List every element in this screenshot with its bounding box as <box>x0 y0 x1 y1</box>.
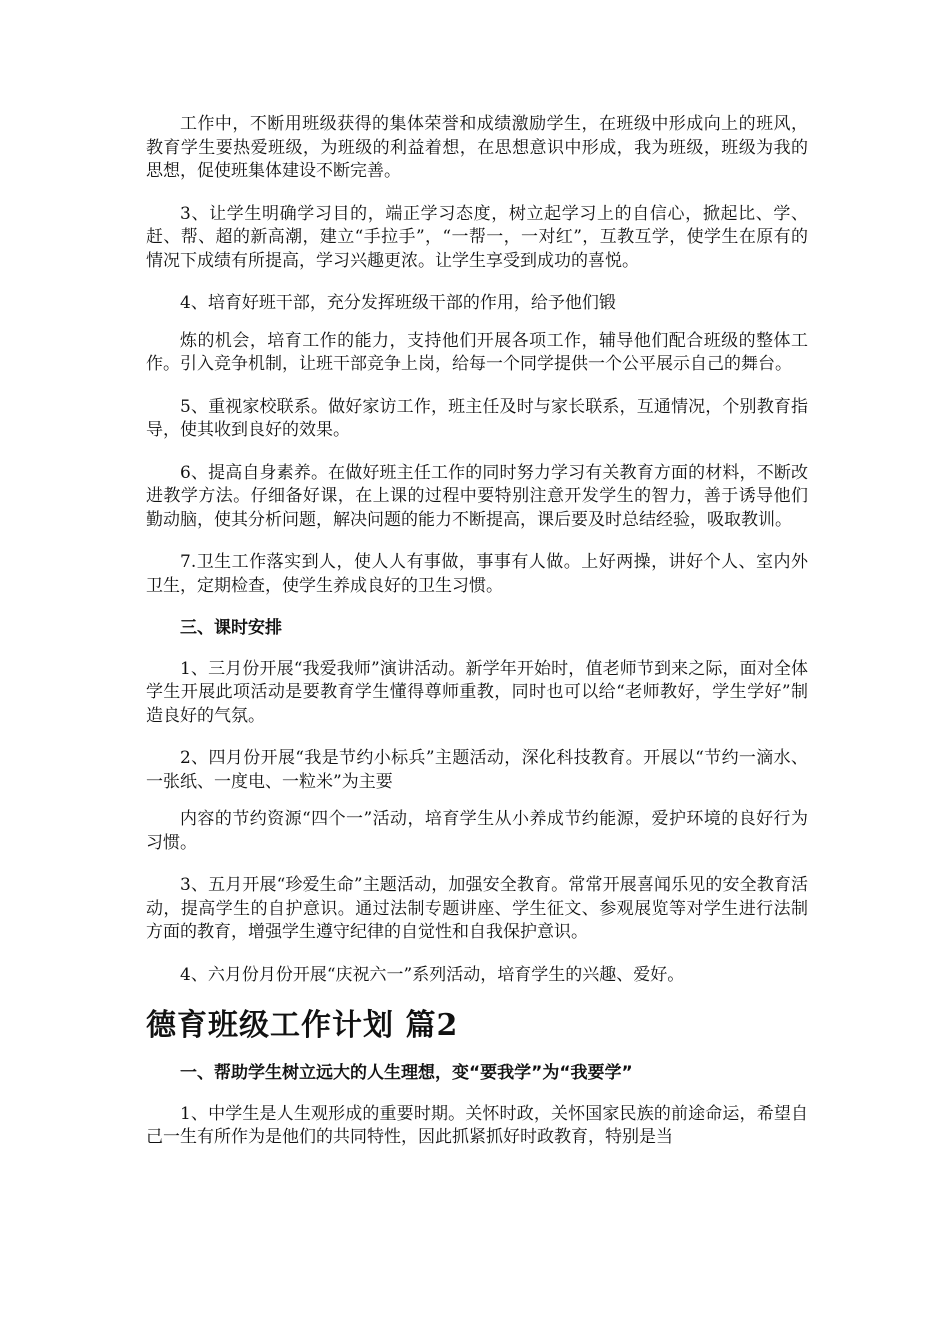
article2-section-heading: 一、帮助学生树立远大的人生理想，变“要我学”为“我要学” <box>180 1063 633 1083</box>
paragraph-june: 4、六月份月份开展“庆祝六一”系列活动，培育学生的兴趣、爱好。 <box>180 964 685 985</box>
article2-paragraph-1: 1、中学生是人生观形成的重要时期。关怀时政，关怀国家民族的前途命运，希望自己一生有所作为是他们的共同特性，因此抓紧抓好时政教育，特别是当 <box>146 1103 808 1147</box>
section-heading-schedule: 三、课时安排 <box>180 618 282 638</box>
article-title: 德育班级工作计划 篇2 <box>146 1008 459 1043</box>
paragraph-item-7: 7.卫生工作落实到人，使人人有事做，事事有人做。上好两操，讲好个人、室内外卫生，定期检查，使学生养成良好的卫生习惯。 <box>146 552 808 596</box>
paragraph-march: 1、三月份开展“我爱我师”演讲活动。新学年开始时，值老师节到来之际，面对全体学生开展此项活动是要教育学生懂得尊师重教，同时也可以给“老师教好，学生学好”制造良好的气氛。 <box>146 658 808 726</box>
paragraph-may: 3、五月开展“珍爱生命”主题活动，加强安全教育。常常开展喜闻乐见的安全教育活动，提高学生的自护意识。通过法制专题讲座、学生征文、参观展览等对学生进行法制方面的教育，增强学生遵守纪律的自觉性和自我保护意识。 <box>146 875 808 942</box>
paragraph-item-5: 5、重视家校联系。做好家访工作，班主任及时与家长联系，互通情况，个别教育指导，使其收到良好的效果。 <box>146 396 808 440</box>
document-body <box>146 113 808 1169</box>
paragraph-item-6: 6、提高自身素养。在做好班主任工作的同时努力学习有关教育方面的材料，不断改进教学方法。仔细备好课，在上课的过程中要特别注意开发学生的智力，善于诱导他们勤动脑，使其分析问题，解决问题的能力不断提高，课后要及时总结经验，吸取教训。 <box>146 462 808 530</box>
paragraph-item-4-continued: 炼的机会，培育工作的能力，支持他们开展各项工作，辅导他们配合班级的整体工作。引入竞争机制，让班干部竞争上岗，给每一个同学提供一个公平展示自己的舞台。 <box>146 330 808 374</box>
paragraph-april: 2、四月份开展“我是节约小标兵”主题活动，深化科技教育。开展以“节约一滴水、一张纸、一度电、一粒米”为主要 <box>146 748 808 792</box>
paragraph-class-spirit: 工作中，不断用班级获得的集体荣誉和成绩激励学生，在班级中形成向上的班风，教育学生要热爱班级，为班级的利益着想，在思想意识中形成，我为班级，班级为我的思想，促使班集体建设不断完善。 <box>146 114 808 181</box>
paragraph-april-continued: 内容的节约资源“四个一”活动，培育学生从小养成节约能源，爱护环境的良好行为习惯。 <box>146 809 808 853</box>
paragraph-item-4: 4、培育好班干部，充分发挥班级干部的作用，给予他们锻 <box>180 293 616 313</box>
paragraph-item-3: 3、让学生明确学习目的，端正学习态度，树立起学习上的自信心，掀起比、学、赶、帮、超的新高潮，建立“手拉手”，“一帮一，一对红”，互教互学，使学生在原有的情况下成绩有所提高，学习兴趣更浓。让学生享受到成功的喜悦。 <box>146 203 808 271</box>
